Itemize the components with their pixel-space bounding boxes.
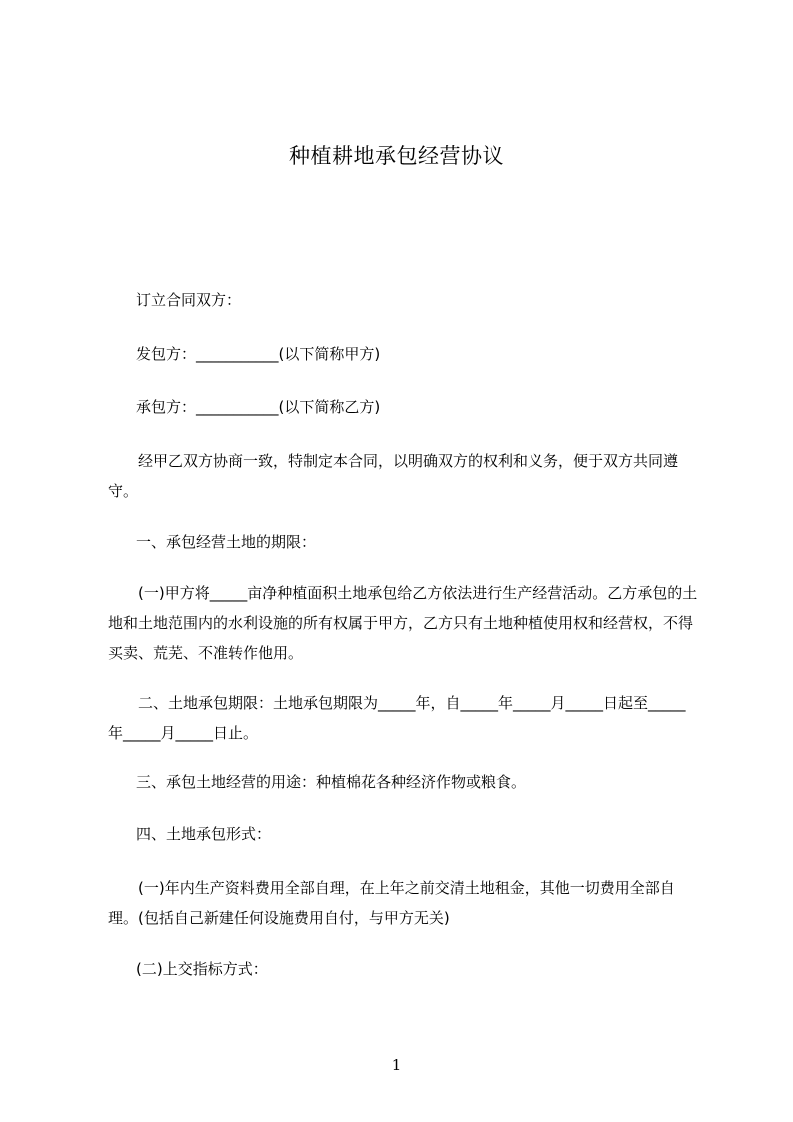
section-4-item-1: (一)年内生产资料费用全部自理，在上年之前交清土地租金，其他一切费用全部自理。(包括自己新建任何设施费用自付，与甲方无关)	[108, 879, 675, 927]
paragraph-contractor-b: 承包方：___________(以下简称乙方)	[136, 398, 381, 416]
page-number: 1	[391, 1056, 402, 1074]
section-1-heading: 一、承包经营土地的期限：	[136, 533, 317, 551]
section-4-heading: 四、土地承包形式：	[136, 825, 272, 843]
section-2-term: 二、土地承包期限：土地承包期限为_____年，自_____年_____月_____日起至_____年_____月_____日止。	[108, 694, 686, 742]
section-1-item-1: (一)甲方将_____亩净种植面积土地承包给乙方依法进行生产经营活动。乙方承包的土地和土地范围内的水利设施的所有权属于甲方，乙方只有土地种植使用权和经营权，不得买卖、荒芜、不准转作他用。	[108, 584, 698, 662]
section-3-purpose: 三、承包土地经营的用途：种植棉花各种经济作物或粮食。	[136, 773, 527, 791]
section-4-item-2: (二)上交指标方式：	[136, 960, 268, 978]
document-title: 种植耕地承包经营协议	[289, 144, 504, 168]
paragraph-contractor-a: 发包方：___________(以下简称甲方)	[136, 345, 381, 363]
paragraph-preamble: 经甲乙双方协商一致，特制定本合同，以明确双方的权利和义务，便于双方共同遵守。	[108, 452, 679, 500]
paragraph-parties-heading: 订立合同双方：	[136, 291, 242, 309]
